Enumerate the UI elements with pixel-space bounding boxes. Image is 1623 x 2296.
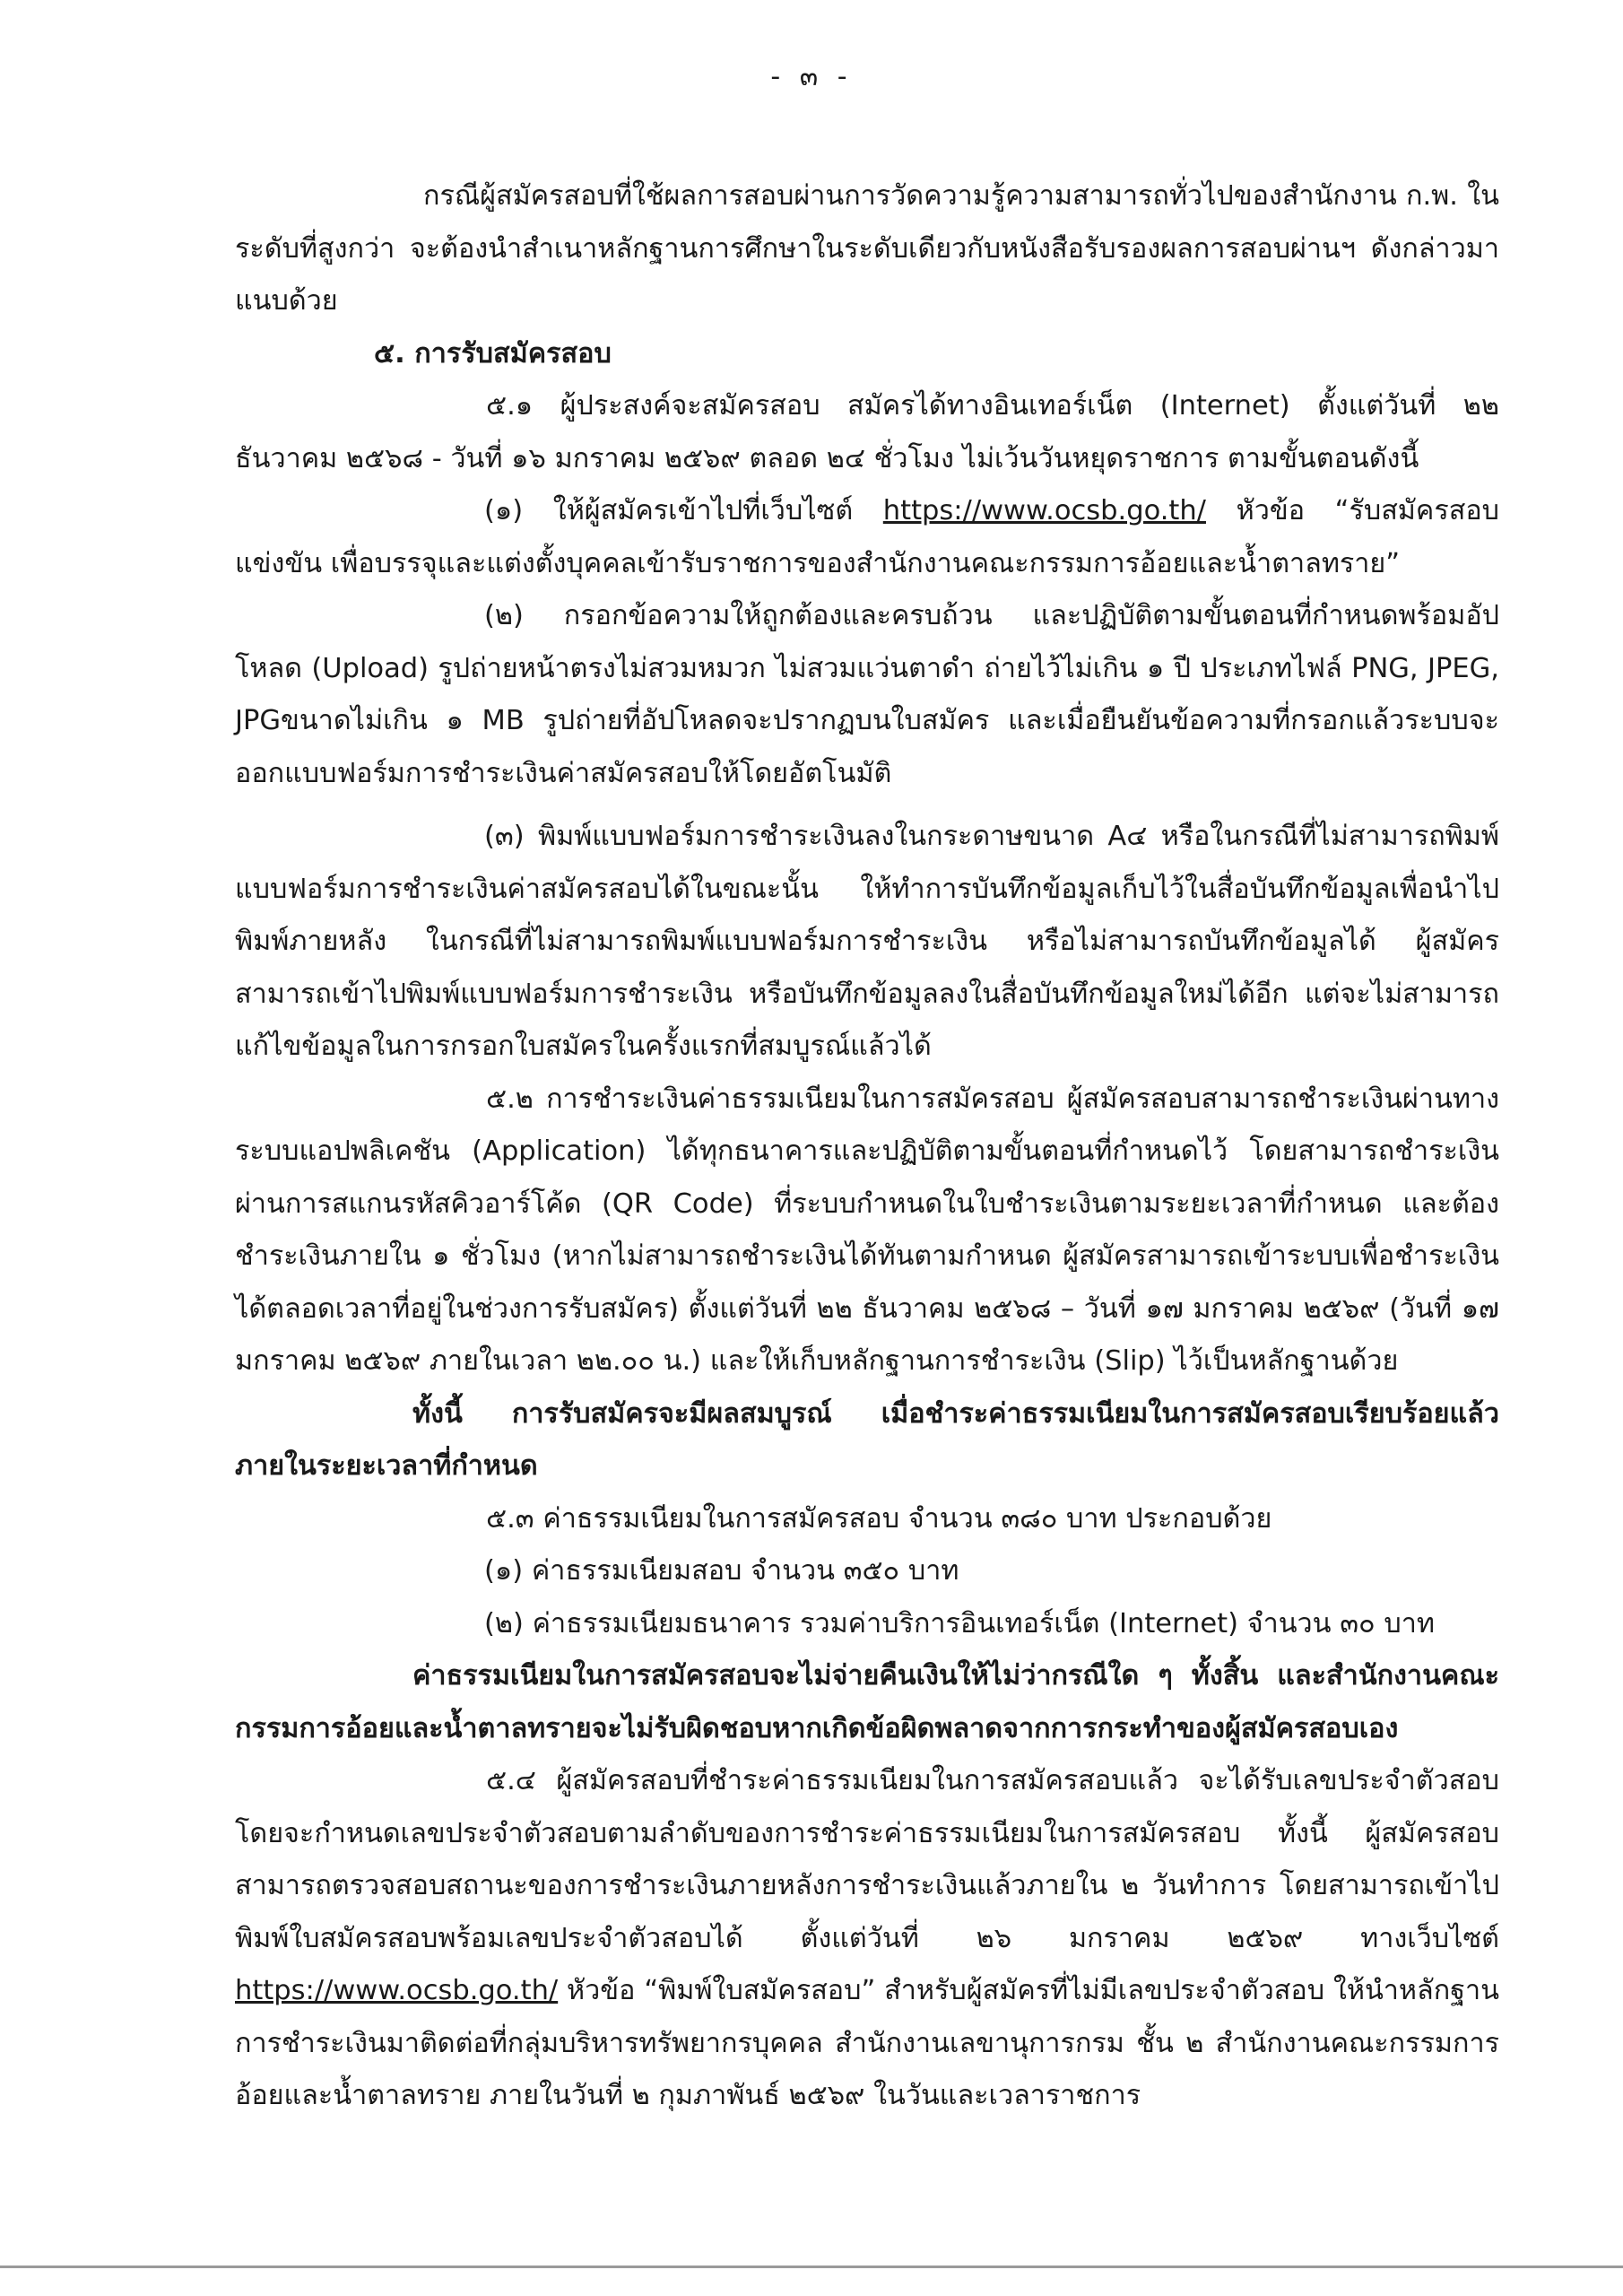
page-number: - ๓ - (770, 61, 853, 92)
paragraph-5-4 (235, 1755, 1499, 2123)
bottom-divider (0, 2266, 1623, 2268)
paragraph-5-1-1 (235, 485, 1499, 590)
paragraph-5-4-text-a: ๕.๔ ผู้สมัครสอบที่ชำระค่าธรรมเนียมในการสมัครสอบแล้ว จะได้รับเลขประจำตัวสอบโดยจะกำหนดเลขประจำตัวสอบตามลำดับของการชำระค่าธรรมเนียมในการสมัครสอบ ทั้งนี้ ผู้สมัครสอบสามารถตรวจสอบสถานะของการชำระเงินภายหลังการชำระเงินแล้วภายใน ๒ วันทำการ โดยสามารถเข้าไปพิมพ์ใบสมัครสอบพร้อมเลขประจำตัวสอบได้ ตั้งแต่วันที่ ๒๖ มกราคม ๒๕๖๙ ทางเว็บไซต์ (235, 1765, 1499, 1954)
paragraph-5-1: ๕.๑ ผู้ประสงค์จะสมัครสอบ สมัครได้ทางอินเทอร์เน็ต (Internet) ตั้งแต่วันที่ ๒๒ ธันวาคม ๒๕๖๘ - วันที่ ๑๖ มกราคม ๒๕๖๙ ตลอด ๒๔ ชั่วโมง ไม่เว้นวันหยุดราชการ ตามขั้นตอนดังนี้ (235, 390, 1499, 474)
paragraph-note-registration: ทั้งนี้ การรับสมัครจะมีผลสมบูรณ์ เมื่อชำระค่าธรรมเนียมในการสมัครสอบเรียบร้อยแล้วภายในระยะเวลาที่กำหนด (235, 1397, 1499, 1482)
paragraph-5-1-1-text-b: หัวข้อ “รับสมัครสอบ แข่งขัน เพื่อบรรจุและแต่งตั้งบุคคลเข้ารับราชการของสำนักงานคณะกรรมการอ้อยและน้ำตาลทราย” (235, 495, 1499, 579)
paragraph-5-1-2: (๒) กรอกข้อความให้ถูกต้องและครบถ้วน และปฏิบัติตามขั้นตอนที่กำหนดพร้อมอัปโหลด (Upload) รูปถ่ายหน้าตรงไม่สวมหมวก ไม่สวมแว่นตาดำ ถ่ายไว้ไม่เกิน ๑ ปี ประเภทไฟล์ PNG, JPEG, JPGขนาดไม่เกิน ๑ MB รูปถ่ายที่อัปโหลดจะปรากฏบนใบสมัคร และเมื่อยืนยันข้อความที่กรอกแล้วระบบจะออกแบบฟอร์มการชำระเงินค่าสมัครสอบให้โดยอัตโนมัติ (235, 600, 1499, 789)
paragraph-5-3-2: (๒) ค่าธรรมเนียมธนาคาร รวมค่าบริการอินเทอร์เน็ต (Internet) จำนวน ๓๐ บาท (484, 1607, 1435, 1639)
paragraph-5-4-text-b: หัวข้อ “พิมพ์ใบสมัครสอบ” สำหรับผู้สมัครที่ไม่มีเลขประจำตัวสอบ ให้นำหลักฐานการชำระเงินมาติดต่อที่กลุ่มบริหารทรัพยากรบุคคล สำนักงานเลขานุการกรม ชั้น ๒ สำนักงานคณะกรรมการอ้อยและน้ำตาลทราย ภายในวันที่ ๒ กุมภาพันธ์ ๒๕๖๙ ในวันและเวลาราชการ (235, 1975, 1499, 2111)
paragraph-5-3-1: (๑) ค่าธรรมเนียมสอบ จำนวน ๓๕๐ บาท (484, 1555, 959, 1587)
paragraph-5-1-1-text-a: (๑) ให้ผู้สมัครเข้าไปที่เว็บไซต์ (484, 495, 883, 526)
paragraph-5-2: ๕.๒ การชำระเงินค่าธรรมเนียมในการสมัครสอบ ผู้สมัครสอบสามารถชำระเงินผ่านทางระบบแอปพลิเคชัน (Application) ได้ทุกธนาคารและปฏิบัติตามขั้นตอนที่กำหนดไว้ โดยสามารถชำระเงินผ่านการสแกนรหัสคิวอาร์โค้ด (QR Code) ที่ระบบกำหนดในใบชำระเงินตามระยะเวลาที่กำหนด และต้องชำระเงินภายใน ๑ ชั่วโมง (หากไม่สามารถชำระเงินได้ทันตามกำหนด ผู้สมัครสามารถเข้าระบบเพื่อชำระเงินได้ตลอดเวลาที่อยู่ในช่วงการรับสมัคร) ตั้งแต่วันที่ ๒๒ ธันวาคม ๒๕๖๘ – วันที่ ๑๗ มกราคม ๒๕๖๙ (วันที่ ๑๗ มกราคม ๒๕๖๙ ภายในเวลา ๒๒.๐๐ น.) และให้เก็บหลักฐานการชำระเงิน (Slip) ไว้เป็นหลักฐานด้วย (235, 1083, 1499, 1377)
document-body (235, 170, 1499, 2123)
paragraph-5-1-3: (๓) พิมพ์แบบฟอร์มการชำระเงินลงในกระดาษขนาด A๔ หรือในกรณีที่ไม่สามารถพิมพ์แบบฟอร์มการชำระเงินค่าสมัครสอบได้ในขณะนั้น ให้ทำการบันทึกข้อมูลเก็บไว้ในสื่อบันทึกข้อมูลเพื่อนำไปพิมพ์ภายหลัง ในกรณีที่ไม่สามารถพิมพ์แบบฟอร์มการชำระเงิน หรือไม่สามารถบันทึกข้อมูลได้ ผู้สมัครสามารถเข้าไปพิมพ์แบบฟอร์มการชำระเงิน หรือบันทึกข้อมูลลงในสื่อบันทึกข้อมูลใหม่ได้อีก แต่จะไม่สามารถแก้ไขข้อมูลในการกรอกใบสมัครในครั้งแรกที่สมบูรณ์แล้วได้ (235, 821, 1499, 1062)
paragraph-intro: กรณีผู้สมัครสอบที่ใช้ผลการสอบผ่านการวัดความรู้ความสามารถทั่วไปของสำนักงาน ก.พ. ในระดับที่สูงกว่า จะต้องนำสำเนาหลักฐานการศึกษาในระดับเดียวกับหนังสือรับรองผลการสอบผ่านฯ ดังกล่าวมาแนบด้วย (235, 180, 1499, 317)
ocsb-website-link[interactable]: https://www.ocsb.go.th/ (882, 495, 1206, 526)
paragraph-note-fee: ค่าธรรมเนียมในการสมัครสอบจะไม่จ่ายคืนเงินให้ไม่ว่ากรณีใด ๆ ทั้งสิ้น และสำนักงานคณะกรรมการอ้อยและน้ำตาลทรายจะไม่รับผิดชอบหากเกิดข้อผิดพลาดจากการกระทำของผู้สมัครสอบเอง (235, 1660, 1499, 1744)
paragraph-5-3: ๕.๓ ค่าธรรมเนียมในการสมัครสอบ จำนวน ๓๘๐ บาท ประกอบด้วย (486, 1502, 1272, 1535)
section-heading-5: ๕. การรับสมัครสอบ (374, 337, 612, 370)
ocsb-website-link-2[interactable]: https://www.ocsb.go.th/ (235, 1975, 559, 2006)
